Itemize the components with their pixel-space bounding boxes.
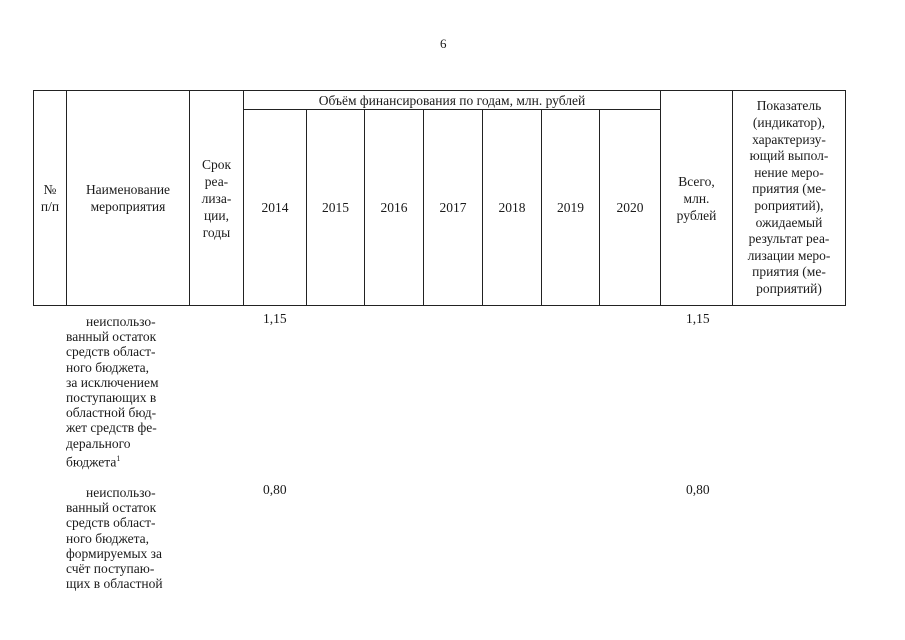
- footnote-mark: 1: [116, 453, 121, 463]
- table-cell-total: 0,80: [686, 482, 710, 497]
- table-header: [33, 90, 846, 306]
- header-num: № п/п: [40, 182, 60, 214]
- table-cell-2014: 1,15: [263, 311, 287, 326]
- header-year-2016: 2016: [380, 200, 408, 215]
- header-year-2019: 2019: [557, 200, 584, 215]
- header-year-2017: 2017: [439, 200, 467, 215]
- page-number: 6: [440, 36, 447, 51]
- header-year-2020: 2020: [616, 200, 644, 215]
- header-financing-title: Объём финансирования по годам, млн. рублей: [318, 92, 586, 108]
- header-year-2014: 2014: [261, 200, 289, 215]
- table-cell-total: 1,15: [686, 311, 710, 326]
- header-year-2018: 2018: [498, 200, 526, 215]
- header-year-2015: 2015: [322, 200, 349, 215]
- table-cell-2014: 0,80: [263, 482, 287, 497]
- header-total: Всего, млн. рублей: [676, 173, 717, 223]
- header-indicator: Показатель (индикатор), характеризу- ющий выпол- нение меро- приятия (ме- роприятий), ожидаемый результат реа- лизации меро- приятия (ме- роприятий): [747, 98, 831, 296]
- table-row-name: неиспользо- ванный остаток средств област- ного бюджета, формируемых за счёт поступаю- щих в областной: [66, 485, 163, 592]
- header-term: Срок реа- лиза- ции, годы: [201, 156, 232, 240]
- header-name: Наименование мероприятия: [85, 182, 171, 214]
- table-row-name: неиспользо- ванный остаток средств област- ного бюджета, за исключением поступающих в областной бюд- жет средств фе- дерального бюджета$^1$: [66, 314, 159, 470]
